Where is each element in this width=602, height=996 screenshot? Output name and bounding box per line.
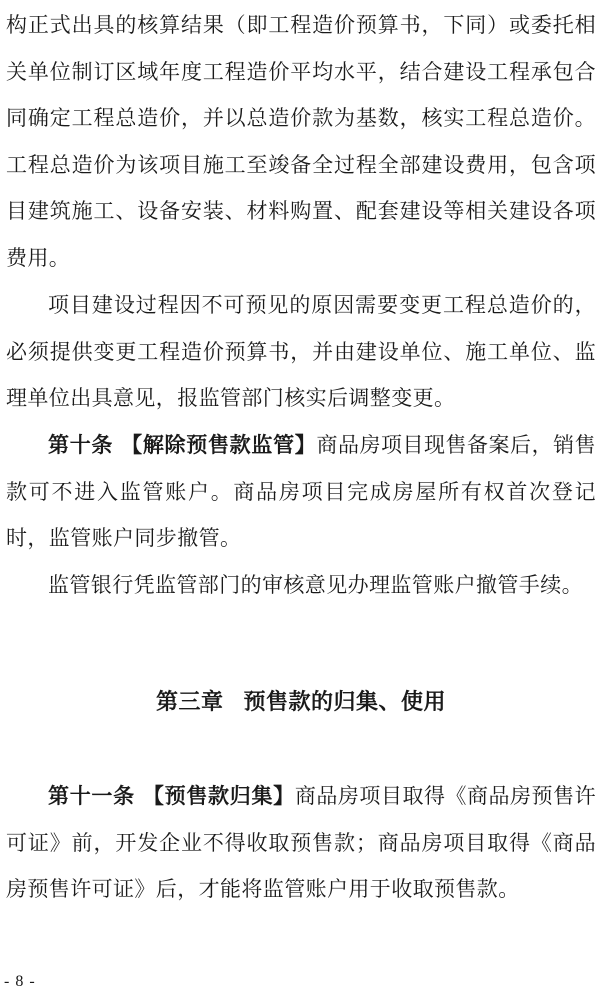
article-11 bbox=[6, 773, 596, 913]
paragraph-bank-release: 监管银行凭监管部门的审核意见办理监管账户撤管手续。 bbox=[48, 573, 583, 597]
article-11-heading: 第十一条 【预售款归集】 bbox=[48, 784, 295, 808]
article-10-body: 商品房项目现售备案后，销售款可不进入监管账户。商品房项目完成房屋所有权首次登记时，监管账户同步撤管。 bbox=[6, 433, 596, 550]
article-10-heading: 第十条 【解除预售款监管】 bbox=[48, 433, 317, 457]
chapter-title: 预售款的归集、使用 bbox=[243, 690, 447, 715]
article-11-body: 商品房项目取得《商品房预售许可证》前，开发企业不得收取预售款；商品房项目取得《商品房预售许可证》后，才能将监管账户用于收取预售款。 bbox=[6, 784, 596, 901]
chapter-heading bbox=[0, 680, 602, 726]
article-10 bbox=[6, 422, 596, 562]
paragraph-cost-change: 项目建设过程因不可预见的原因需要变更工程总造价的，必须提供变更工程造价预算书，并由建设单位、施工单位、监理单位出具意见，报监管部门核实后调整变更。 bbox=[6, 293, 596, 410]
page-number: - 8 - bbox=[4, 973, 36, 990]
chapter-number: 第三章 bbox=[155, 690, 224, 715]
paragraph-cost-accounting: 构正式出具的核算结果（即工程造价预算书，下同）或委托相关单位制订区域年度工程造价平均水平，结合建设工程承包合同确定工程总造价，并以总造价款为基数，核实工程总造价。工程总造价为该项目施工至竣备全过程全部建设费用，包含项目建筑施工、设备安装、材料购置、配套建设等相关建设各项费用。 bbox=[6, 13, 596, 270]
